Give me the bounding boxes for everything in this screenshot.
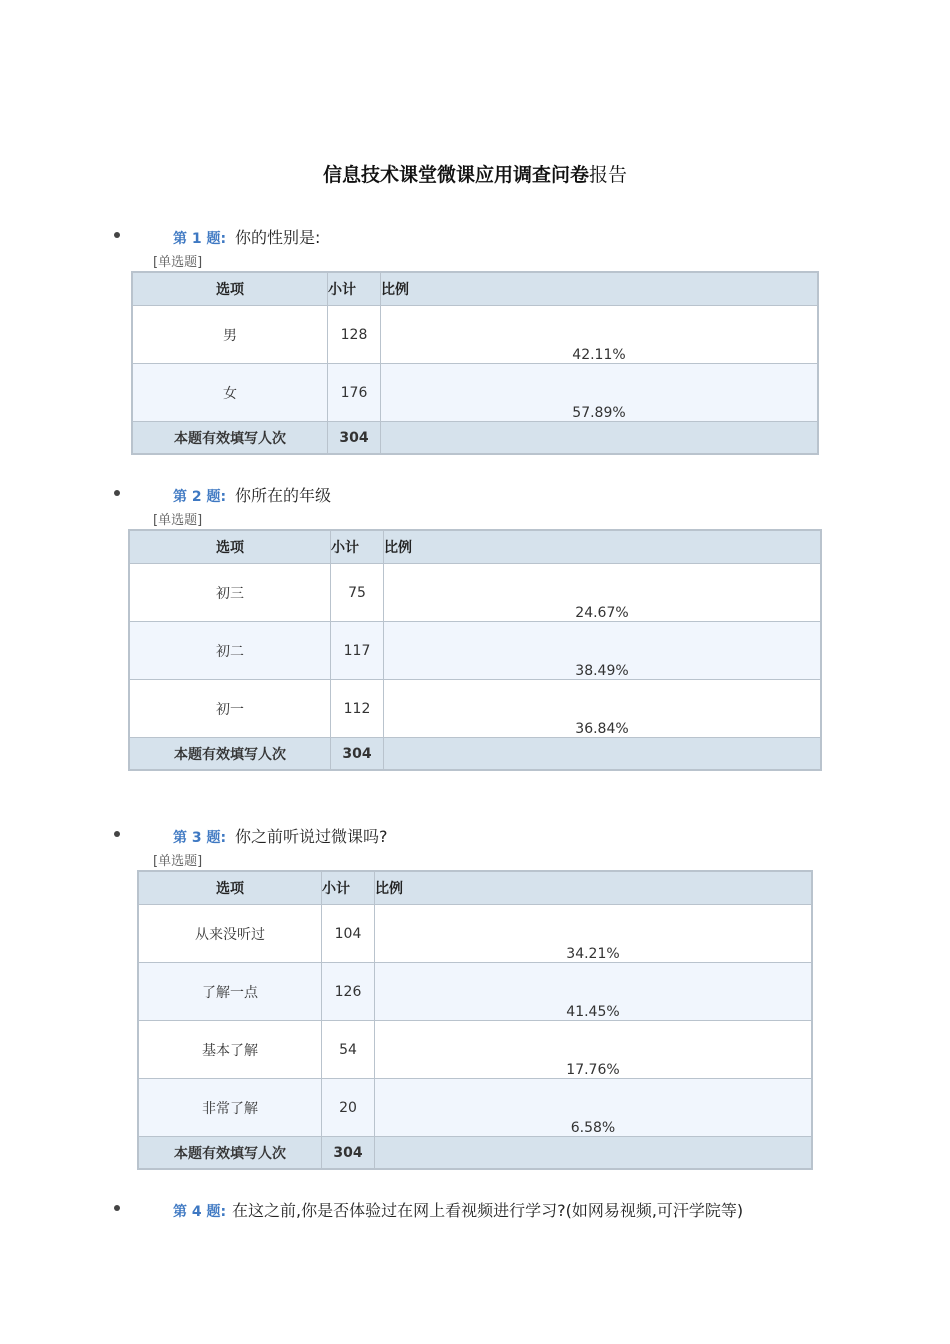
total-empty-cell: [384, 738, 822, 771]
table-header-row: [129, 530, 821, 564]
option-label: 女: [132, 364, 328, 422]
table-total-row: [138, 1137, 812, 1170]
header-option: 选项: [138, 871, 322, 905]
option-label: 初一: [129, 680, 331, 738]
total-count: 304: [328, 422, 381, 455]
stats-table-q2: [128, 529, 822, 771]
table-total-row: [132, 422, 818, 455]
option-count: 104: [322, 905, 375, 963]
question-type: [单选题]: [153, 854, 203, 869]
total-count: 304: [322, 1137, 375, 1170]
header-count: 小计: [322, 871, 375, 905]
question-type: [单选题]: [153, 513, 203, 528]
option-count: 112: [331, 680, 384, 738]
header-option: 选项: [129, 530, 331, 564]
table-row: [138, 963, 812, 1021]
question-4: [0, 1201, 950, 1225]
total-label: 本题有效填写人次: [129, 738, 331, 771]
option-label: 了解一点: [138, 963, 322, 1021]
question-type: [单选题]: [153, 255, 203, 270]
total-empty-cell: [375, 1137, 813, 1170]
report-title: [0, 160, 950, 187]
header-ratio: 比例: [381, 272, 819, 306]
option-percent: 6.58%: [375, 1079, 813, 1137]
table-row: [132, 364, 818, 422]
question-text: 在这之前,你是否体验过在网上看视频进行学习?(如网易视频,可汗学院等): [232, 1201, 744, 1220]
option-percent: 38.49%: [384, 622, 822, 680]
option-label: 男: [132, 306, 328, 364]
bullet-icon: [114, 831, 120, 837]
option-label: 从来没听过: [138, 905, 322, 963]
option-percent: 36.84%: [384, 680, 822, 738]
header-option: 选项: [132, 272, 328, 306]
table-header-row: [132, 272, 818, 306]
question-text: 你所在的年级: [235, 486, 332, 505]
table-row: [138, 905, 812, 963]
table-row: [132, 306, 818, 364]
option-count: 126: [322, 963, 375, 1021]
stats-table-q3: [137, 870, 813, 1170]
option-count: 176: [328, 364, 381, 422]
stats-table-q1: [131, 271, 819, 455]
question-number: 第 1 题:: [173, 231, 227, 247]
option-percent: 41.45%: [375, 963, 813, 1021]
table-row: [129, 680, 821, 738]
table-total-row: [129, 738, 821, 771]
header-ratio: 比例: [384, 530, 822, 564]
option-percent: 24.67%: [384, 564, 822, 622]
question-text: 你之前听说过微课吗?: [235, 827, 388, 846]
question-2: [0, 486, 950, 510]
option-label: 非常了解: [138, 1079, 322, 1137]
table-row: [138, 1079, 812, 1137]
option-label: 初二: [129, 622, 331, 680]
option-label: 基本了解: [138, 1021, 322, 1079]
option-percent: 57.89%: [381, 364, 819, 422]
total-empty-cell: [381, 422, 819, 455]
bullet-icon: [114, 232, 120, 238]
question-3: [0, 827, 950, 851]
total-label: 本题有效填写人次: [132, 422, 328, 455]
question-text: 你的性别是:: [235, 228, 321, 247]
table-row: [129, 564, 821, 622]
option-count: 117: [331, 622, 384, 680]
total-count: 304: [331, 738, 384, 771]
option-percent: 34.21%: [375, 905, 813, 963]
header-count: 小计: [331, 530, 384, 564]
question-number: 第 3 题:: [173, 830, 227, 846]
bullet-icon: [114, 490, 120, 496]
total-label: 本题有效填写人次: [138, 1137, 322, 1170]
bullet-icon: [114, 1205, 120, 1211]
report-title-suffix: 报告: [589, 164, 628, 186]
option-percent: 17.76%: [375, 1021, 813, 1079]
option-count: 20: [322, 1079, 375, 1137]
header-ratio: 比例: [375, 871, 813, 905]
option-count: 54: [322, 1021, 375, 1079]
option-label: 初三: [129, 564, 331, 622]
option-percent: 42.11%: [381, 306, 819, 364]
table-row: [138, 1021, 812, 1079]
header-count: 小计: [328, 272, 381, 306]
table-row: [129, 622, 821, 680]
question-number: 第 4 题:: [173, 1204, 227, 1220]
question-1: [0, 228, 950, 252]
table-header-row: [138, 871, 812, 905]
question-number: 第 2 题:: [173, 489, 227, 505]
report-title-main: 信息技术课堂微课应用调查问卷: [322, 164, 589, 186]
option-count: 128: [328, 306, 381, 364]
option-count: 75: [331, 564, 384, 622]
